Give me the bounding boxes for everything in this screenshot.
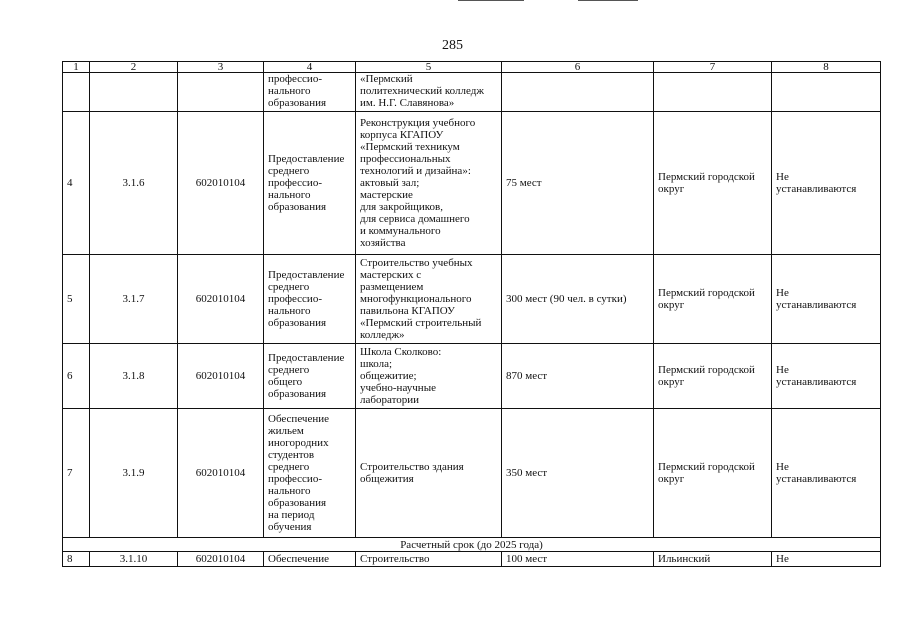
- cell-code: [90, 73, 178, 112]
- header-cell: 8: [772, 62, 881, 73]
- cell-object: Строительство здания общежития: [356, 409, 502, 538]
- cell-kbk: 602010104: [178, 552, 264, 567]
- cell-zones: Не устанавливаются: [772, 344, 881, 409]
- cell-kbk: 602010104: [178, 344, 264, 409]
- header-cell: 3: [178, 62, 264, 73]
- section-heading-row: [63, 538, 881, 552]
- cell-purpose: профессио- нального образования: [264, 73, 356, 112]
- cell-object: «Пермский политехнический колледж им. Н.Г. Славянова»: [356, 73, 502, 112]
- table-row-continued: [63, 73, 881, 112]
- header-cell: 2: [90, 62, 178, 73]
- cell-num: 8: [63, 552, 90, 567]
- cell-zones: Не: [772, 552, 881, 567]
- cell-purpose: Предоставление среднего общего образования: [264, 344, 356, 409]
- table-row: [63, 552, 881, 567]
- cell-location: [654, 73, 772, 112]
- cell-capacity: 75 мест: [502, 112, 654, 255]
- cell-capacity: [502, 73, 654, 112]
- header-cell: 4: [264, 62, 356, 73]
- cell-zones: Не устанавливаются: [772, 112, 881, 255]
- section-heading: Расчетный срок (до 2025 года): [63, 538, 881, 552]
- cell-location: Пермский городской округ: [654, 112, 772, 255]
- top-scan-line-left: [458, 0, 524, 1]
- cell-capacity: 870 мест: [502, 344, 654, 409]
- cell-num: 4: [63, 112, 90, 255]
- page-number: 285: [442, 38, 463, 53]
- cell-purpose: Обеспечение жильем иногородних студентов среднего профессио- нального образования на период обучения: [264, 409, 356, 538]
- table-row: [63, 112, 881, 255]
- cell-num: [63, 73, 90, 112]
- data-table: [62, 61, 881, 567]
- cell-num: 6: [63, 344, 90, 409]
- cell-code: 3.1.8: [90, 344, 178, 409]
- cell-location: Пермский городской округ: [654, 344, 772, 409]
- header-cell: 1: [63, 62, 90, 73]
- cell-purpose: Предоставление среднего профессио- нального образования: [264, 255, 356, 344]
- cell-num: 7: [63, 409, 90, 538]
- cell-kbk: 602010104: [178, 409, 264, 538]
- cell-object: Школа Сколково: школа; общежитие; учебно-научные лаборатории: [356, 344, 502, 409]
- cell-object: Строительство учебных мастерских с размещением многофункционального павильона КГАПОУ «Пермский строительный колледж»: [356, 255, 502, 344]
- table-row: [63, 409, 881, 538]
- header-cell: 5: [356, 62, 502, 73]
- cell-purpose: Предоставление среднего профессио- нального образования: [264, 112, 356, 255]
- cell-object: Реконструкция учебного корпуса КГАПОУ «Пермский техникум профессиональных технологий и дизайна»: актовый зал; мастерские для закройщиков, для сервиса домашнего и коммунального хозяйства: [356, 112, 502, 255]
- cell-kbk: 602010104: [178, 255, 264, 344]
- table-row: [63, 344, 881, 409]
- cell-num: 5: [63, 255, 90, 344]
- cell-purpose: Обеспечение: [264, 552, 356, 567]
- table-row: [63, 255, 881, 344]
- cell-code: 3.1.10: [90, 552, 178, 567]
- cell-kbk: 602010104: [178, 112, 264, 255]
- cell-location: Ильинский: [654, 552, 772, 567]
- header-cell: 7: [654, 62, 772, 73]
- cell-capacity: 300 мест (90 чел. в сутки): [502, 255, 654, 344]
- cell-location: Пермский городской округ: [654, 409, 772, 538]
- cell-object: Строительство: [356, 552, 502, 567]
- top-scan-line-right: [578, 0, 638, 1]
- cell-location: Пермский городской округ: [654, 255, 772, 344]
- cell-zones: [772, 73, 881, 112]
- cell-code: 3.1.9: [90, 409, 178, 538]
- cell-zones: Не устанавливаются: [772, 409, 881, 538]
- header-cell: 6: [502, 62, 654, 73]
- cell-capacity: 350 мест: [502, 409, 654, 538]
- cell-code: 3.1.6: [90, 112, 178, 255]
- cell-code: 3.1.7: [90, 255, 178, 344]
- header-row: [63, 62, 881, 73]
- cell-zones: Не устанавливаются: [772, 255, 881, 344]
- cell-kbk: [178, 73, 264, 112]
- cell-capacity: 100 мест: [502, 552, 654, 567]
